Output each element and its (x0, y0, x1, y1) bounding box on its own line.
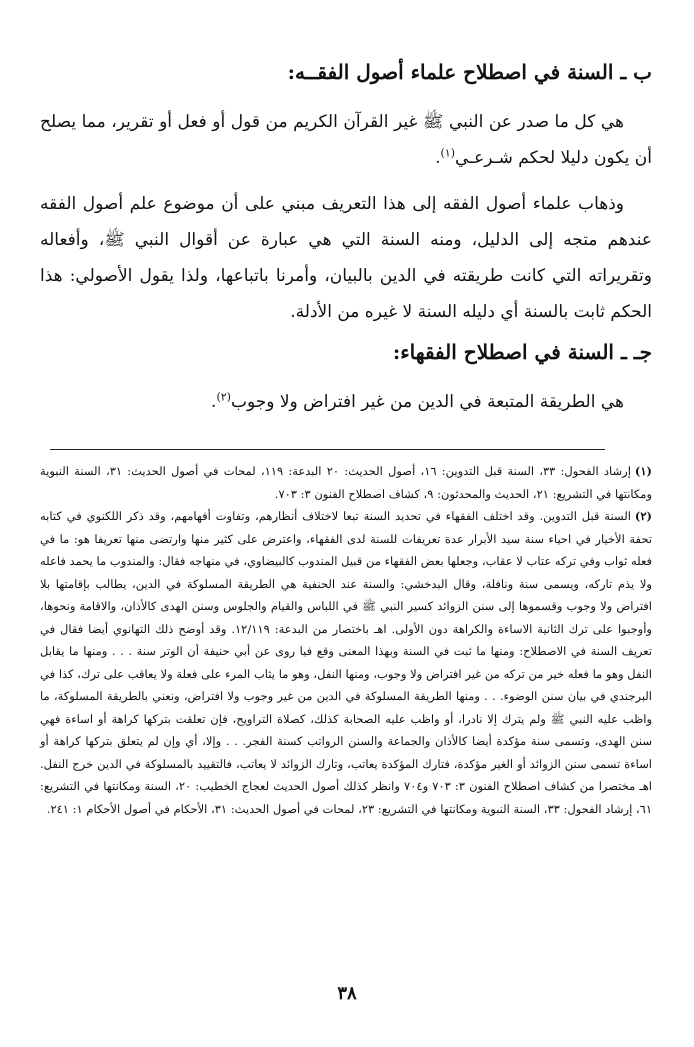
footnote-number: (١) (634, 464, 652, 478)
definition-c-end: . (211, 392, 217, 412)
definition-c (40, 384, 652, 420)
section-heading-c: جـ ـ السنة في اصطلاح الفقهاء: (392, 340, 652, 364)
definition-b-text: هي كل ما صدر عن النبي ﷺ غير القرآن الكريم من قول أو فعل أو تقرير، مما يصلح أن يكون دليلا لحكم شـرعـي (40, 112, 652, 168)
definition-b-end: . (435, 148, 441, 168)
footnote-ref-2[interactable]: (٢) (216, 390, 231, 404)
page-number: ٣٨ (337, 983, 357, 1004)
explanation-paragraph: وذهاب علماء أصول الفقه إلى هذا التعريف مبني على أن موضوع علم أصول الفقه عندهم متجه إلى الدليل، ومنه السنة التي هي عبارة عن أقوال النبي ﷺ، وأفعاله وتقريراته التي كانت طريقته في الدين بالبيان، وأمرنا باتباعها، ولذا يقول الأصولي: هذا الحكم ثابت بالسنة أي دليله السنة لا غيره من الأدلة. (40, 194, 652, 322)
definition-b (40, 104, 652, 176)
footnote-number: (٢) (634, 509, 652, 523)
footnote-divider (50, 449, 605, 450)
footnote-ref-1[interactable]: (١) (440, 146, 455, 160)
footnote-text: إرشاد الفحول: ٣٣، السنة قبل التدوين: ١٦، أصول الحديث: ٢٠ البدعة: ١١٩، لمحات في أصول الحديث: ٣١، السنة النبوية ومكانتها في التشريع: ٢١، الحديث والمحدثون: ٩، كشاف اصطلاح الفنون ٣: ٧٠٣. (40, 464, 652, 501)
section-heading-b: ب ـ السنة في اصطلاح علماء أصول الفقــه: (287, 60, 652, 84)
footnote-1 (40, 460, 652, 505)
definition-c-text: هي الطريقة المتبعة في الدين من غير افتراض ولا وجوب (230, 392, 624, 412)
main-text (40, 54, 652, 420)
footnote-2 (40, 505, 652, 820)
footnotes (40, 460, 652, 820)
footnote-text: السنة قبل التدوين. وقد اختلف الفقهاء في تحديد السنة تبعا لاختلاف أنظارهم، وتفاوت أفهامهم، وقد ذكر اللكنوي في كتابه تحفة الأخيار في احياء سنة سيد الأبرار عدة تعريفات للسنة لدى الفقهاء، واعترض على كثير منها وارتضى منها تعريفا هو: ما في فعله ثواب وفي تركه عتاب لا عقاب، وجعلها بعض الفقهاء من قبيل المندوب كالبيضاوي، في منهاجه فقال: والمندوب ما يحمد فاعله ولا يذم تاركه، ويسمى سنة ونافلة، وقال البدخشي: والسنة عند الحنفية هي الطريقة المسلوكة في الدين، يطالب بإقامتها بلا افتراض ولا وجوب وقسموها إلى سنن الزوائد كسير النبي ﷺ في اللباس والقيام والجلوس وسنن الهدى كالأذان، والاقامة ونحوها، وأوجبوا على ترك الثانية الاساءة والكراهة دون الأولى. اهـ باختصار من البدعة: ١٢/١١٩. وقد أوضح ذلك التهانوي أيضا فقال في تعريف السنة في الاصطلاح: ومنها ما ثبت في السنة وبهذا المعنى وقع فيا روى عن أبي حنيفة أن الوتر سنة . . . ومنها ما يقابل النفل وهو ما فعله خير من تركه من غير افتراض ولا وجوب، ومنها النفل، وهو ما يثاب المرء على فعلة ولا يعاقب على ترك، كذا في البرجندي في بيان سنن الوضوء. . . ومنها الطريقة المسلوكة في الدين من غير وجوب ولا افتراض، ونعني بالطريقة المسلوكة، ما واظب عليه النبي ﷺ ولم يترك إلا نادرا، أو واظب عليه الصحابة كذلك، كصلاة التراويح، فإن تعلقت بتركها كراهة أو اساءة فهي سنن الهدى، وتسمى سنة مؤكدة أيضا كالأذان والجماعة والسنن الرواتب كسنة الفجر. . . وإلا، أي وإن لم يتعلق بتركها كراهة أو اساءة تسمى سنن الزوائد أو الغير مؤكدة، فتارك المؤكدة يعاتب، وتارك الزوائد لا يعاتب، فالتقييد بالمسلوكة في الدين خرج النفل. اهـ مختصرا من كشاف اصطلاح الفنون ٣: ٧٠٣ و٧٠٤ وانظر كذلك أصول الحديث لعجاج الخطيب: ٢٠، السنة ومكانتها في التشريع: ٦١، إرشاد الفحول: ٣٣، السنة النبوية ومكانتها في التشريع: ٢٣، لمحات في أصول الحديث: ٣١، الأحكام في أصول الأحكام ١: ٢٤١. (40, 509, 653, 816)
